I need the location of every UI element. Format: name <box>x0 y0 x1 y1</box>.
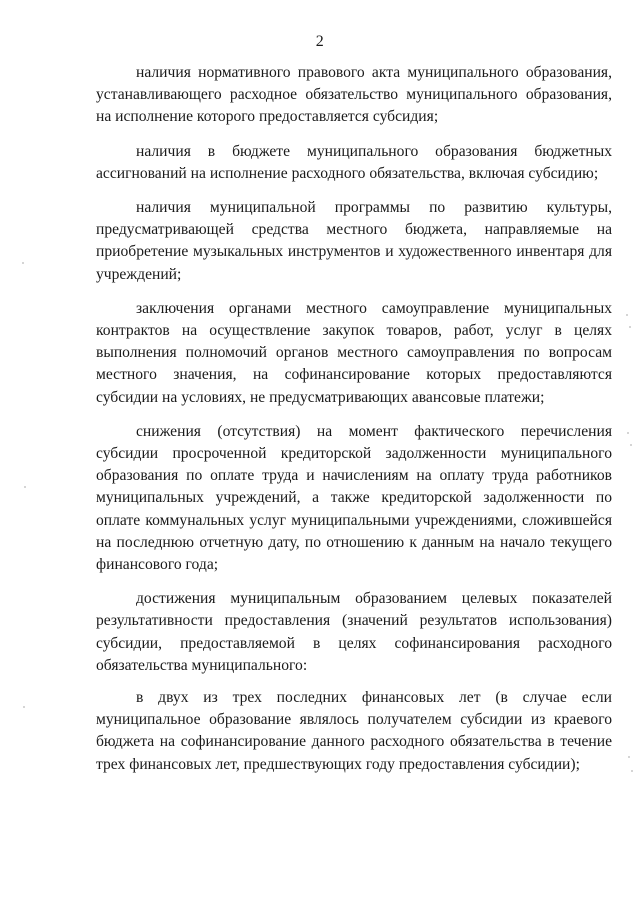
paragraph-legal-act: наличия нормативного правового акта муниципального образования, устанавливающего расходное обязательство муниципального образования, на исполнение которого предоставляется субсидия; <box>96 64 612 126</box>
scan-speck <box>628 756 630 758</box>
paragraph-debt-reduction: снижения (отсутствия) на момент фактического перечисления субсидии просроченной кредиторской задолженности муниципального образования по оплате труда и начислениям на оплату труда работников муниципальных учреждений, а также кредиторской задолженности по оплате коммунальных услуг муниципальными учреждениями, сложившейся на последнюю отчетную дату, по отношению к данным на начало текущего финансового года; <box>96 422 612 574</box>
scan-speck <box>23 706 25 708</box>
page-number: 2 <box>315 33 325 50</box>
document-body <box>96 62 612 788</box>
paragraph-municipal-contracts: заключения органами местного самоуправление муниципальных контрактов на осуществление закупок товаров, работ, услуг в целях выполнения полномочий органов местного самоуправления по вопросам местного значения, на софинансирование которых предоставляются субсидии на условиях, не предусматривающих авансовые платежи; <box>96 299 612 406</box>
scan-speck <box>22 262 24 264</box>
paragraph-budget-allocations: наличия в бюджете муниципального образования бюджетных ассигнований на исполнение расходного обязательства, включая субсидию; <box>96 142 612 182</box>
scan-speck <box>629 326 631 328</box>
paragraph-culture-program: наличия муниципальной программы по развитию культуры, предусматривающей средства местного бюджета, направляемые на приобретение музыкальных инструментов и художественного инвентаря для учреждений; <box>96 199 612 283</box>
paragraph-financial-years: в двух из трех последних финансовых лет (в случае если муниципальное образование являлось получателем субсидии из краевого бюджета на софинансирование данного расходного обязательства в течение трех финансовых лет, предшествующих году предоставления субсидии); <box>96 689 612 773</box>
scan-speck <box>631 770 633 772</box>
scan-speck <box>626 314 628 316</box>
scan-speck <box>24 486 26 488</box>
scan-speck <box>630 444 632 446</box>
scan-speck <box>627 432 629 434</box>
paragraph-target-indicators: достижения муниципальным образованием целевых показателей результативности предоставления (значений результатов использования) субсидии, предоставляемой в целях софинансирования расходного обязательства муниципального: <box>96 590 612 674</box>
